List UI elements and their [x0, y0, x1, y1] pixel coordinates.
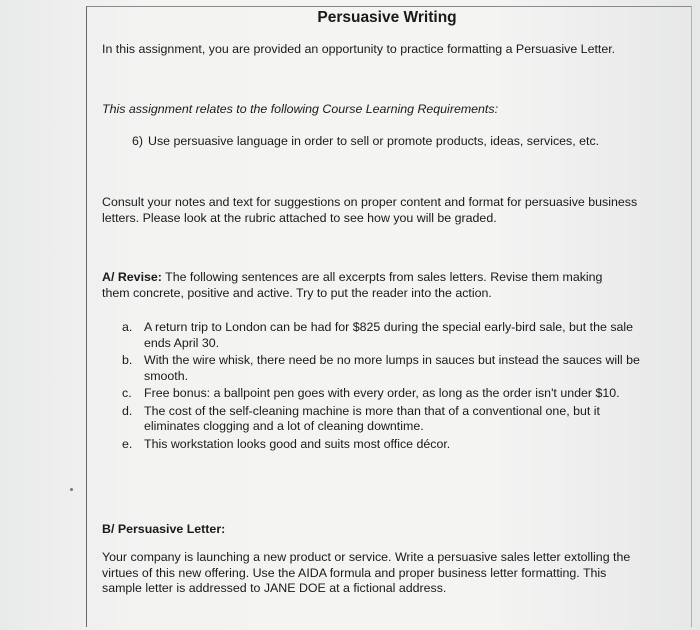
document-title: Persuasive Writing [317, 9, 457, 26]
section-a-instructions [102, 270, 622, 301]
list-item-text: This workstation looks good and suits most office décor. [144, 436, 451, 451]
list-item [122, 353, 642, 384]
list-marker: c. [122, 386, 132, 400]
course-requirements-heading: This assignment relates to the following Course Learning Requirements: [102, 102, 499, 116]
list-item-text: Free bonus: a ballpoint pen goes with every order, as long as the order isn't under $10. [144, 386, 620, 400]
section-a-text: The following sentences are all excerpts from sales letters. Revise them making them concrete, positive and active. Try to put the reader into the action. [102, 270, 603, 300]
requirement-item [132, 134, 652, 150]
section-b-label: B/ Persuasive Letter: [102, 522, 226, 536]
list-item-text: With the wire whisk, there need be no more lumps in sauces but instead the sauces will be smooth. [144, 353, 640, 383]
list-item [122, 386, 642, 402]
section-a-label: A/ Revise: [102, 270, 162, 284]
revise-sentence-list [122, 320, 642, 454]
requirement-text: Use persuasive language in order to sell or promote products, ideas, services, etc. [148, 134, 600, 148]
list-item [122, 320, 642, 351]
list-item-text: A return trip to London can be had for $825 during the special early-bird sale, but the sale ends April 30. [144, 320, 634, 350]
section-b-paragraph: Your company is launching a new product or service. Write a persuasive sales letter extolling the virtues of this new offering. Use the AIDA formula and proper business letter formatting. This sample letter is addressed to JANE DOE at a fictional address. [102, 550, 631, 595]
list-marker: e. [122, 436, 133, 451]
list-marker: a. [122, 320, 133, 334]
consult-paragraph: Consult your notes and text for suggestions on proper content and format for persuasive business letters. Please look at the rubric attached to see how you will be graded. [102, 195, 638, 225]
list-marker: b. [122, 353, 133, 367]
speck-mark [70, 488, 73, 491]
intro-paragraph: In this assignment, you are provided an opportunity to practice formatting a Persuasive Letter. [102, 42, 616, 56]
requirement-number: 6) [132, 134, 144, 148]
list-item [122, 437, 642, 453]
list-item [122, 404, 642, 435]
list-item-text: The cost of the self-cleaning machine is more than that of a conventional one, but it eliminates clogging and a lot of cleaning downtime. [144, 403, 600, 433]
list-marker: d. [122, 403, 133, 418]
